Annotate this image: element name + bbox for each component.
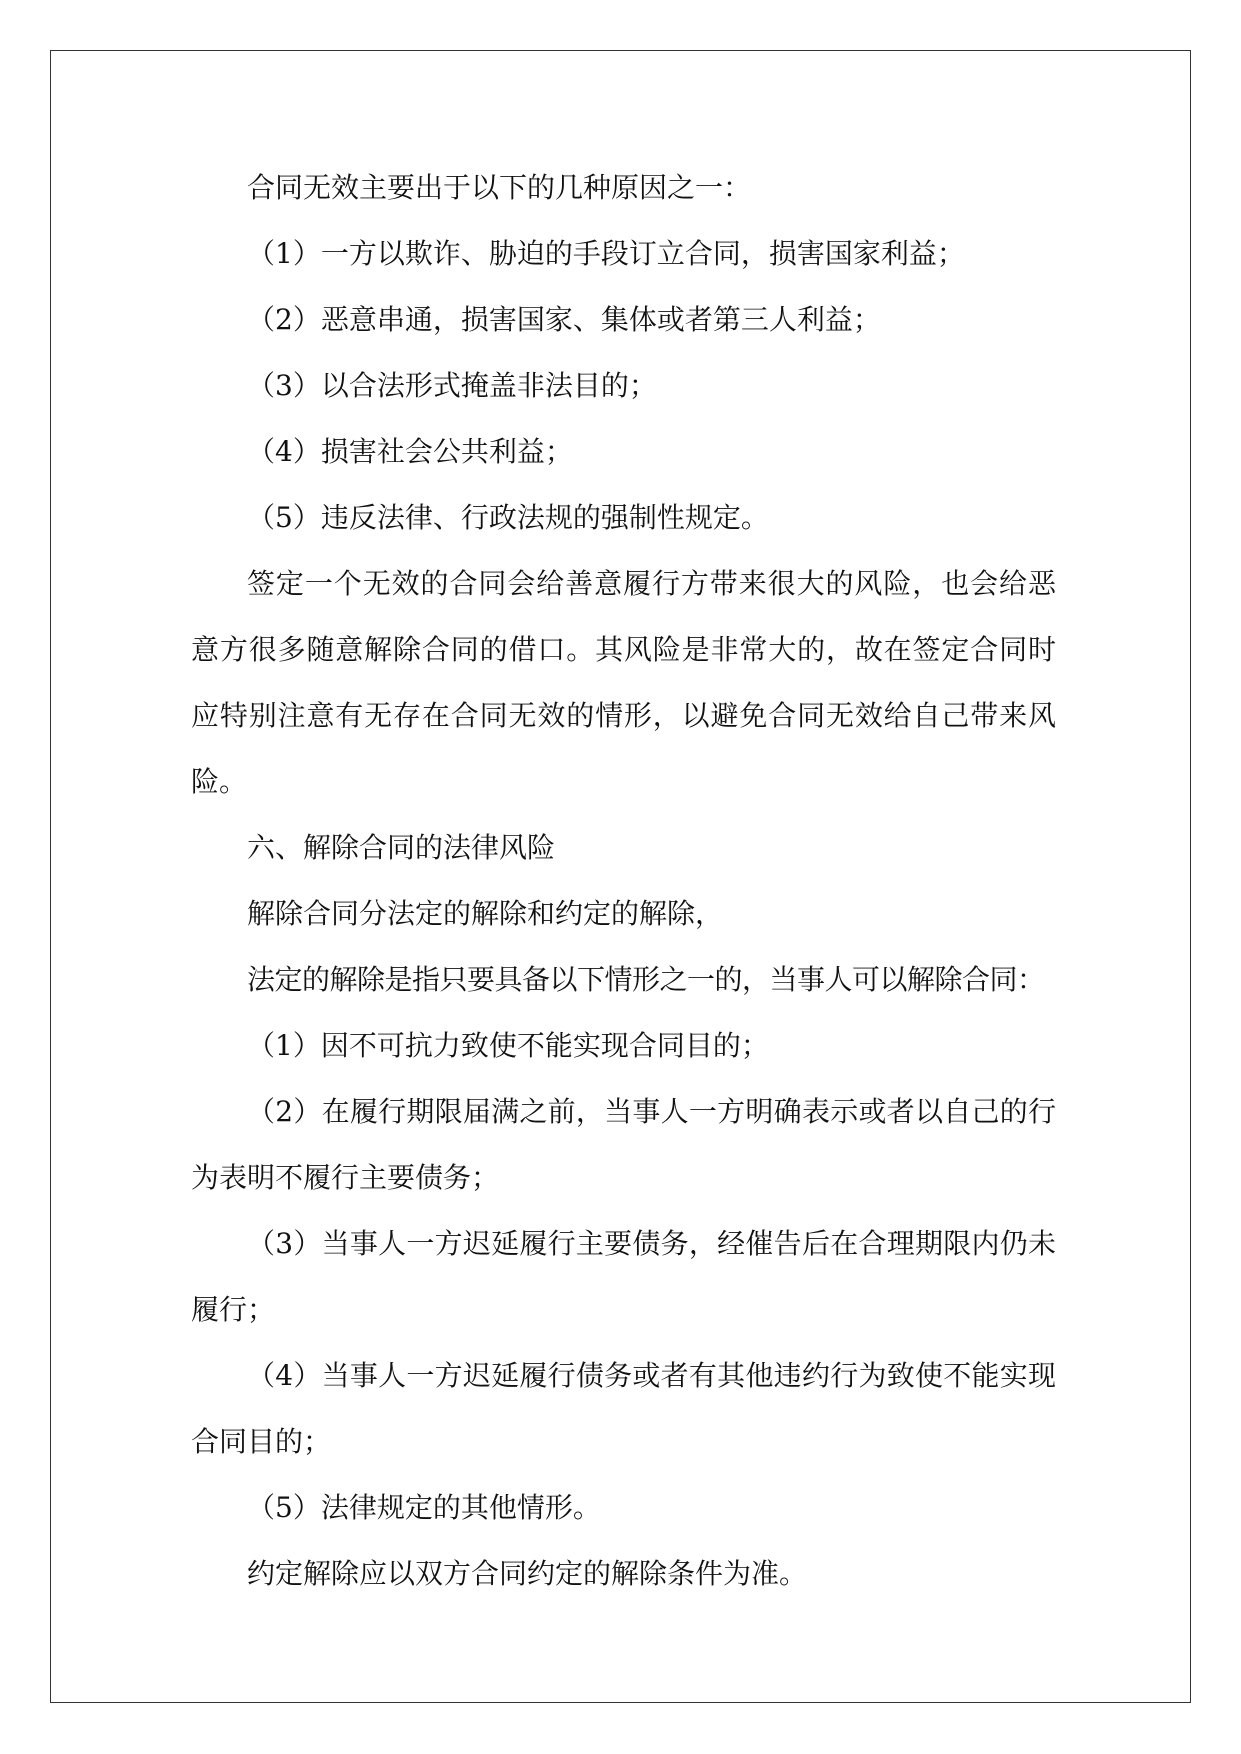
paragraph-statutory-termination-intro: 法定的解除是指只要具备以下情形之一的，当事人可以解除合同： [247,963,1045,996]
list-item-invalid-reason-2: （2）恶意串通，损害国家、集体或者第三人利益； [247,303,881,336]
paragraph-invalid-reasons-intro: 合同无效主要出于以下的几种原因之一： [247,171,752,204]
list-item-termination-4: （4）当事人一方迟延履行债务或者有其他违约行为致使不能实现合同目的； [191,1359,1056,1458]
list-item-termination-5: （5）法律规定的其他情形。 [247,1491,601,1524]
list-item-termination-1: （1）因不可抗力致使不能实现合同目的； [247,1029,769,1062]
list-item-termination-2: （2）在履行期限届满之前，当事人一方明确表示或者以自己的行为表明不履行主要债务； [191,1095,1056,1194]
list-item-invalid-reason-4: （4）损害社会公共利益； [247,435,573,468]
paragraph-invalid-contract-risk: 签定一个无效的合同会给善意履行方带来很大的风险，也会给恶意方很多随意解除合同的借口。其风险是非常大的，故在签定合同时应特别注意有无存在合同无效的情形，以避免合同无效给自己带来风险。 [191,567,1056,798]
section-heading-termination-risk: 六、解除合同的法律风险 [247,831,556,864]
list-item-termination-3: （3）当事人一方迟延履行主要债务，经催告后在合理期限内仍未履行； [191,1227,1056,1326]
document-body [191,155,1056,1607]
paragraph-agreed-termination: 约定解除应以双方合同约定的解除条件为准。 [247,1557,808,1590]
list-item-invalid-reason-1: （1）一方以欺诈、胁迫的手段订立合同，损害国家利益； [247,237,965,270]
paragraph-termination-types: 解除合同分法定的解除和约定的解除， [247,897,724,930]
list-item-invalid-reason-5: （5）违反法律、行政法规的强制性规定。 [247,501,769,534]
list-item-invalid-reason-3: （3）以合法形式掩盖非法目的； [247,369,657,402]
